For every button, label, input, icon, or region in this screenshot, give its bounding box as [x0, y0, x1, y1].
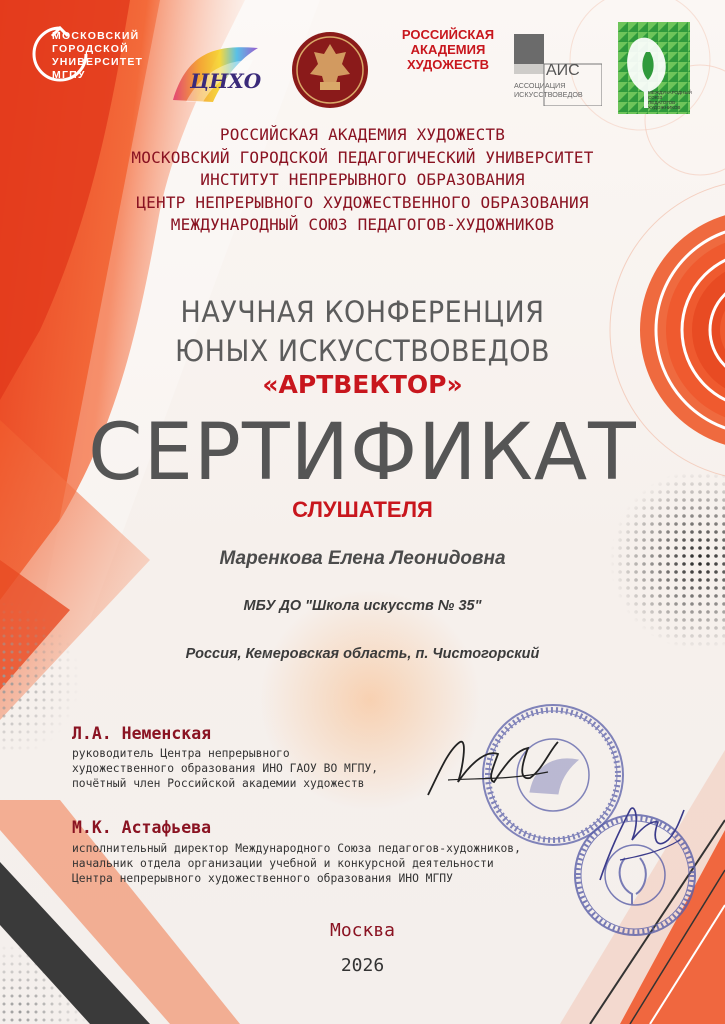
organization-line: МОСКОВСКИЙ ГОРОДСКОЙ ПЕДАГОГИЧЕСКИЙ УНИВЕРСИТЕТ: [131, 147, 594, 167]
chho-logo-label: ЦНХО: [190, 69, 262, 93]
mgpu-logo-text: МОСКОВСКИЙ ГОРОДСКОЙ УНИВЕРСИТЕТ МГПУ: [52, 30, 144, 81]
footer-city: Москва: [329, 920, 396, 941]
signatory-title-line: почётный член Российской академии художеств: [72, 777, 365, 790]
footer-year: 2026: [340, 955, 385, 976]
conference-title: [0, 294, 725, 372]
recipient-school: МБУ ДО "Школа искусств № 35": [243, 598, 482, 614]
signatory-title-line: начальник отдела организации учебной и конкурсной деятельности: [72, 857, 494, 870]
ais-logo-title: АИС: [546, 62, 580, 79]
signatory-name: М.К. Астафьева: [72, 818, 212, 837]
ais-logo-subtitle-line: ИСКУССТВОВЕДОВ: [514, 89, 583, 99]
conference-title-line: НАУЧНАЯ КОНФЕРЕНЦИЯ: [180, 296, 545, 330]
signatory-title: [72, 841, 521, 886]
signatory-title-line: исполнительный директор Международного Союза педагогов-художников,: [72, 842, 521, 855]
organization-line: ЦЕНТР НЕПРЕРЫВНОГО ХУДОЖЕСТВЕННОГО ОБРАЗОВАНИЯ: [136, 192, 589, 212]
signature-astafieva-icon: [580, 790, 690, 900]
organization-line: МЕЖДУНАРОДНЫЙ СОЮЗ ПЕДАГОГОВ-ХУДОЖНИКОВ: [170, 215, 555, 234]
ais-logo-subtitle: [514, 82, 583, 99]
conference-name: «АРТВЕКТОР»: [262, 370, 463, 399]
organizations-list: [0, 124, 725, 237]
signatory-title-line: Центра непрерывного художественного образования ИНО МГПУ: [72, 872, 453, 885]
rah-logo-text: РОССИЙСКАЯ АКАДЕМИЯ ХУДОЖЕСТВ: [401, 27, 495, 72]
recipient-location: Россия, Кемеровская область, п. Чистогорский: [185, 646, 540, 662]
signatory-title: [72, 746, 378, 791]
certificate-title: СЕРТИФИКАТ: [88, 408, 637, 498]
signatory-title-line: художественного образования ИНО ГАОУ ВО МГПУ,: [72, 762, 379, 775]
signature-nemenskaya-icon: [418, 720, 568, 810]
ais-logo-subtitle-line: АССОЦИАЦИЯ: [514, 81, 566, 90]
mspkh-logo-text: МЕЖДУНАРОДНЫЙ СОЮЗ ПЕДАГОГОВ- ХУДОЖНИКОВ: [648, 90, 692, 110]
chho-logo-icon: [168, 40, 263, 110]
recipient-name: Маренкова Елена Леонидовна: [219, 548, 506, 569]
rah-emblem-icon: [290, 30, 370, 110]
signatory-name: Л.А. Неменская: [72, 724, 212, 743]
signatory-title-line: руководитель Центра непрерывного: [72, 747, 290, 760]
conference-title-line: ЮНЫХ ИСКУССТВОВЕДОВ: [175, 335, 550, 369]
organization-line: ИНСТИТУТ НЕПРЕРЫВНОГО ОБРАЗОВАНИЯ: [200, 170, 525, 189]
organization-line: РОССИЙСКАЯ АКАДЕМИЯ ХУДОЖЕСТВ: [219, 125, 506, 144]
certificate-role: СЛУШАТЕЛЯ: [292, 497, 433, 522]
